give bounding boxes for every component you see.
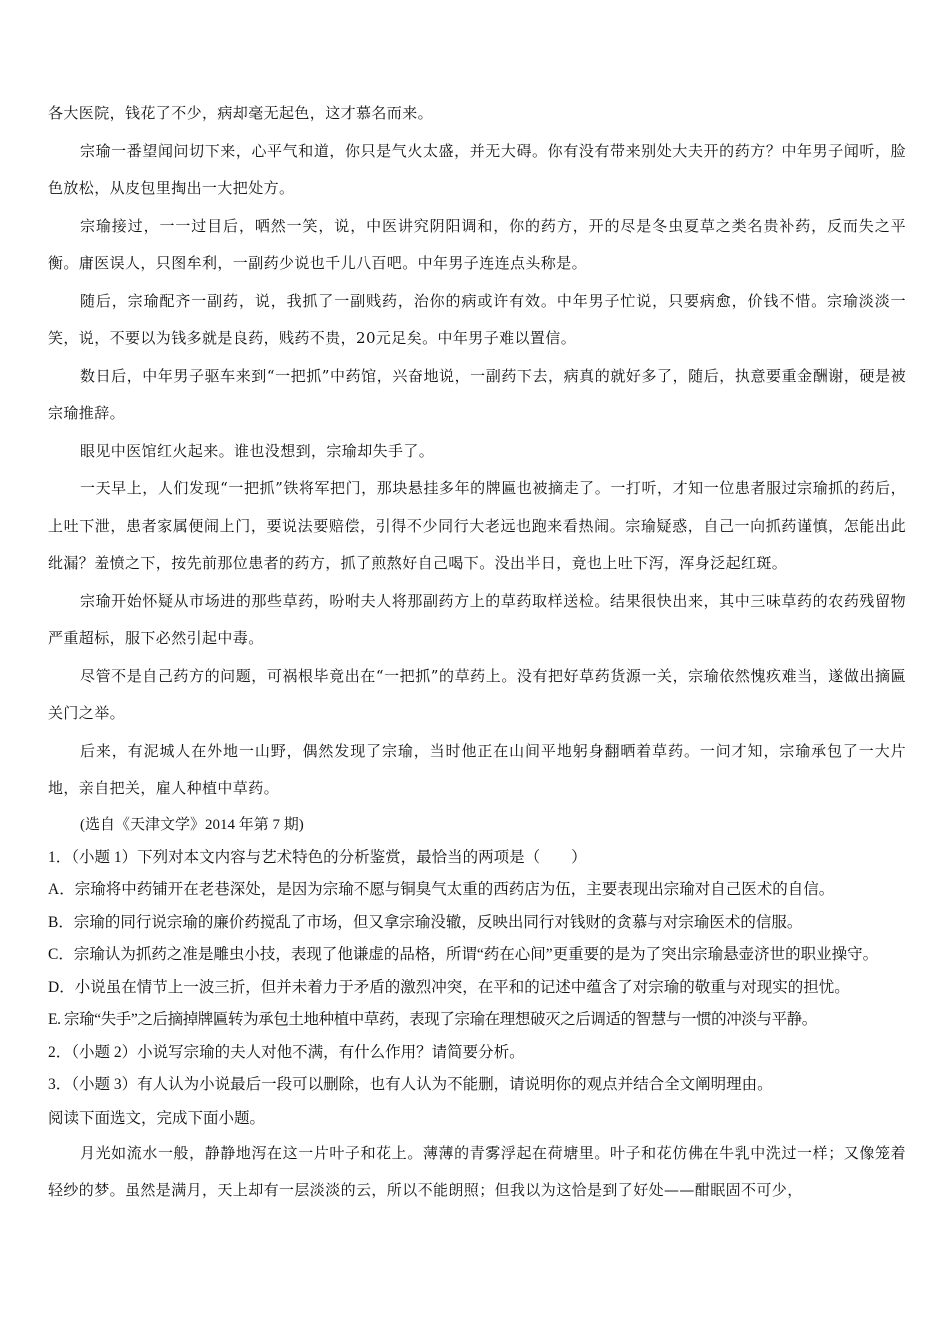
exam-page	[48, 95, 906, 1210]
question-3: 3．（小题 3）有人认为小说最后一段可以删除，也有人认为不能删，请说明你的观点并结合全文阐明理由。	[48, 1076, 773, 1093]
question-1-option-d: D．小说虽在情节上一波三折，但并未着力于矛盾的激烈冲突，在平和的记述中蕴含了对宗瑜的敬重与对现实的担忧。	[48, 978, 850, 996]
question-2: 2．（小题 2）小说写宗瑜的夫人对他不满，有什么作用？请简要分析。	[48, 1043, 525, 1061]
story-text	[48, 95, 906, 808]
questions	[48, 842, 906, 1102]
question-1-stem: 1．（小题 1）下列对本文内容与艺术特色的分析鉴赏，最恰当的两项是（ ）	[48, 848, 587, 866]
reading-paragraph: 月光如流水一般，静静地泻在这一片叶子和花上。薄薄的青雾浮起在荷塘里。叶子和花仿佛在牛乳中洗过一样；又像笼着轻纱的梦。虽然是满月，天上却有一层淡淡的云，所以不能朗照；但我以为这恰是到了好处——酣眠固不可少，	[48, 1143, 906, 1199]
story-paragraph: 眼见中医馆红火起来。谁也没想到，宗瑜却失手了。	[80, 441, 435, 460]
question-1-option-b: B．宗瑜的同行说宗瑜的廉价药搅乱了市场，但又拿宗瑜没辙，反映出同行对钱财的贪慕与对宗瑜医术的信服。	[48, 913, 803, 931]
story-source: (选自《天津文学》2014 年第 7 期)	[80, 816, 304, 833]
reading-passage	[48, 1135, 906, 1210]
question-1-option-a: A．宗瑜将中药铺开在老巷深处，是因为宗瑜不愿与铜臭气太重的西药店为伍，主要表现出宗瑜对自己医术的自信。	[48, 881, 835, 898]
story-paragraph: 宗瑜开始怀疑从市场进的那些草药，吩咐夫人将那副药方上的草药取样送检。结果很快出来，其中三味草药的农药残留物严重超标，服下必然引起中毒。	[48, 591, 906, 647]
story-paragraph: 一天早上，人们发现“一把抓”铁将军把门，那块悬挂多年的牌匾也被摘走了。一打听，才知一位患者服过宗瑜抓的药后，上吐下泄，患者家属便闹上门，要说法要赔偿，引得不少同行大老远也跑来看热闹。宗瑜疑惑，自己一向抓药谨慎，怎能出此纰漏？羞愤之下，按先前那位患者的药方，抓了煎熬好自己喝下。没出半日，竟也上吐下泻，浑身泛起红斑。	[48, 479, 906, 572]
story-paragraph: 尽管不是自己药方的问题，可祸根毕竟出在“一把抓”的草药上。没有把好草药货源一关，宗瑜依然愧疚难当，遂做出摘匾关门之举。	[48, 666, 906, 722]
story-paragraph: 各大医院，钱花了不少，病却毫无起色，这才慕名而来。	[48, 104, 434, 122]
question-1-option-e: E. 宗瑜“失手”之后摘掉牌匾转为承包土地种植中草药，表现了宗瑜在理想破灭之后调适的智慧与一惯的冲淡与平静。	[48, 1011, 817, 1028]
story-paragraph: 随后，宗瑜配齐一副药，说，我抓了一副贱药，治你的病或许有效。中年男子忙说，只要病愈，价钱不惜。宗瑜淡淡一笑，说，不要以为钱多就是良药，贱药不贵，20元足矣。中年男子难以置信。	[48, 291, 906, 347]
question-1-option-c: C．宗瑜认为抓药之准是雕虫小技，表现了他谦虚的品格，所谓“药在心间”更重要的是为了突出宗瑜悬壶济世的职业操守。	[48, 946, 879, 963]
story-paragraph: 宗瑜接过，一一过目后，哂然一笑，说，中医讲究阴阳调和，你的药方，开的尽是冬虫夏草之类名贵补药，反而失之平衡。庸医误人，只图牟利，一副药少说也千儿八百吧。中年男子连连点头称是。	[48, 216, 906, 272]
story-paragraph: 数日后，中年男子驱车来到“一把抓”中药馆，兴奋地说，一副药下去，病真的就好多了，随后，执意要重金酬谢，硬是被宗瑜推辞。	[48, 366, 906, 422]
story-paragraph: 宗瑜一番望闻问切下来，心平气和道，你只是气火太盛，并无大碍。你有没有带来别处大夫开的药方？中年男子闻听，脸色放松，从皮包里掏出一大把处方。	[48, 141, 906, 197]
story-paragraph: 后来，有泥城人在外地一山野，偶然发现了宗瑜，当时他正在山间平地躬身翻晒着草药。一问才知，宗瑜承包了一大片地，亲自把关，雇人种植中草药。	[48, 741, 906, 797]
reading-instruction: 阅读下面选文，完成下面小题。	[48, 1109, 266, 1127]
